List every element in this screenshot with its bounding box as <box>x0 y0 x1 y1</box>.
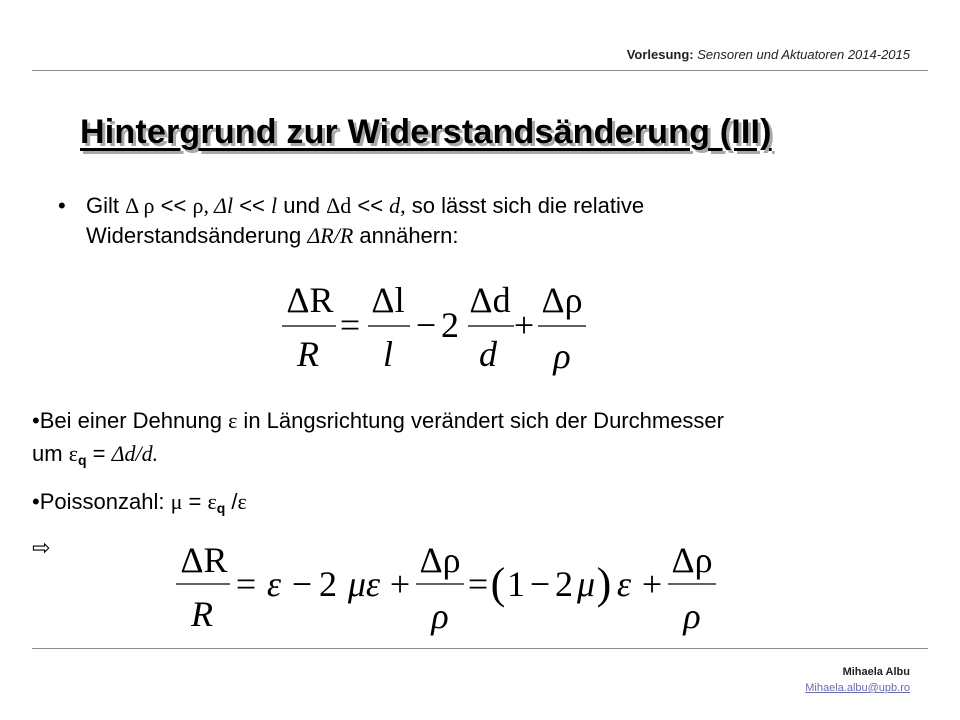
author-email-link[interactable]: Mihaela.albu@upb.ro <box>805 682 910 694</box>
epsilon: ε <box>228 408 238 433</box>
f1-num-drho: Δρ <box>541 280 583 320</box>
bottom-divider <box>32 648 928 649</box>
d: d, <box>389 193 406 218</box>
text: um <box>32 441 69 466</box>
author-name: Mihaela Albu <box>842 666 910 678</box>
f2-two: 2 <box>319 564 337 604</box>
text: annähern: <box>353 223 459 248</box>
top-divider <box>32 70 928 71</box>
formula-poisson-substitution <box>168 528 728 638</box>
f2-num-drho-2: Δρ <box>671 540 713 580</box>
text: Widerstandsänderung <box>86 223 308 248</box>
subscript-q: q <box>77 452 87 468</box>
text: = <box>182 489 208 514</box>
bullet-2-line-2 <box>32 440 158 474</box>
text: •Poissonzahl: <box>32 489 171 514</box>
header-course: Sensoren und Aktuatoren 2014-2015 <box>697 47 910 62</box>
f1-num-dd: Δd <box>469 280 511 320</box>
delta-r-over-r: ΔR/R <box>307 223 354 248</box>
delta-rho: Δ ρ <box>125 193 155 218</box>
f2-minus: − <box>291 564 313 604</box>
bullet-3-poisson <box>32 488 247 522</box>
f2-epsilon: ε <box>266 564 282 604</box>
text: / <box>225 489 238 514</box>
f2-left-paren: ( <box>490 559 506 608</box>
delta-d: Δd <box>326 193 352 218</box>
course-header <box>627 47 910 62</box>
f1-den-R: R <box>297 334 319 374</box>
epsilon-q: ε <box>207 489 217 514</box>
subscript-q: q <box>216 500 226 516</box>
f2-one: 1 <box>507 564 525 604</box>
f2-plus-1: + <box>389 564 411 604</box>
f2-epsilon-2: ε <box>616 564 632 604</box>
f1-num-dl: Δl <box>371 280 405 320</box>
f2-num-dR: ΔR <box>180 540 228 580</box>
text: << <box>351 193 390 218</box>
bullet-1-line-2 <box>86 222 458 250</box>
text: << <box>233 193 272 218</box>
f1-num-dR: ΔR <box>286 280 334 320</box>
f2-equals-2: = <box>467 564 489 604</box>
f2-num-drho: Δρ <box>419 540 461 580</box>
f1-den-d: d <box>479 334 497 374</box>
text: Gilt <box>86 193 126 218</box>
f1-equals: = <box>339 305 361 345</box>
text: •Bei einer Dehnung <box>32 408 229 433</box>
delta-l: Δl <box>208 193 234 218</box>
f2-mu-epsilon: με <box>347 564 381 604</box>
l: l <box>271 193 278 218</box>
text: in Längsrichtung verändert sich der Durchmesser <box>237 408 724 433</box>
f1-two: 2 <box>441 305 459 345</box>
text: so lässt sich die relative <box>405 193 645 218</box>
delta-d-over-d: Δd/d. <box>111 441 159 466</box>
text: << <box>154 193 193 218</box>
bullet-dot: • <box>58 193 66 218</box>
f1-den-rho: ρ <box>553 336 571 376</box>
mu: μ <box>170 489 183 514</box>
bullet-2-line-1 <box>32 407 724 435</box>
f2-minus-2: − <box>529 564 551 604</box>
formula-resistance-change <box>270 270 600 380</box>
f1-minus: − <box>415 305 437 345</box>
bullet-1-line-1 <box>86 192 644 220</box>
f2-equals-1: = <box>235 564 257 604</box>
slide-title: Hintergrund zur Widerstandsänderung (III) <box>80 113 772 151</box>
f2-den-rho-2: ρ <box>683 596 701 636</box>
f2-two-2: 2 <box>555 564 573 604</box>
f2-den-rho: ρ <box>431 596 449 636</box>
implies-arrow-icon: ⇨ <box>32 536 51 561</box>
rho: ρ, <box>192 193 209 218</box>
f2-mu: μ <box>576 564 596 604</box>
text: = <box>86 441 112 466</box>
f2-right-paren: ) <box>596 559 612 608</box>
f1-den-l: l <box>382 334 394 374</box>
text: und <box>277 193 327 218</box>
epsilon: ε <box>237 489 247 514</box>
epsilon-q: ε <box>68 441 78 466</box>
f1-plus: + <box>513 305 535 345</box>
header-label: Vorlesung: <box>626 47 694 62</box>
f2-den-R: R <box>191 594 213 634</box>
f2-plus-2: + <box>641 564 663 604</box>
